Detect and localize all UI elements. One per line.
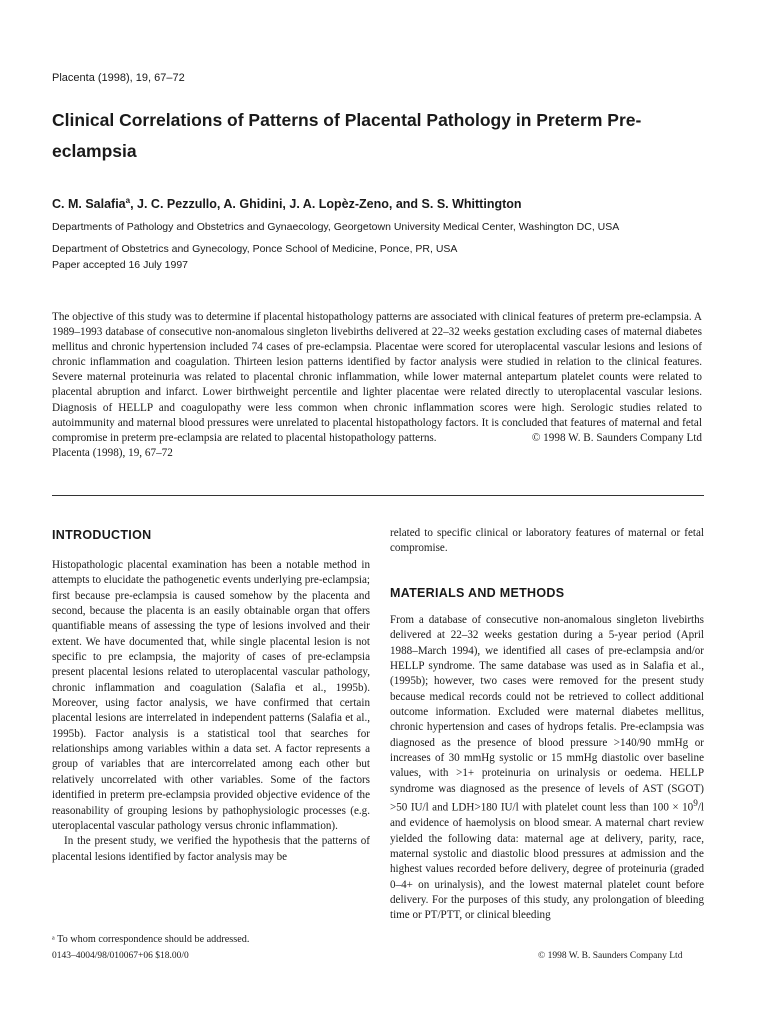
methods-paragraph-1 xyxy=(390,613,704,924)
introduction-continuation-text: related to specific clinical or laboratory features of maternal or fetal compromise. xyxy=(390,527,704,555)
first-author: C. M. Salafia xyxy=(52,197,126,212)
correspondence-footnote: ᵃ To whom correspondence should be addressed. xyxy=(52,934,250,945)
accepted-date: Paper accepted 16 July 1997 xyxy=(52,259,189,271)
abstract xyxy=(52,310,702,461)
correspondence-mark: a xyxy=(125,196,131,205)
paper-title: Clinical Correlations of Patterns of Placental Pathology in Preterm Pre-eclampsia xyxy=(52,110,642,161)
methods-text-a: From a database of consecutive non-anomalous singleton livebirths delivered at 22–32 weeks gestation during a 5-year period (April 1988–March 1994), we identified all cases of pre-eclampsia and/or HELLP syndrome. The same database was used as in Salafia et al., (1995b); however, two cases were removed for the present study because medical records could not be retrieved to collect additional outcome information. Excluded were maternal diabetes mellitus, chronic hypertension and cases of hydrops fetalis. Pre-eclampsia was diagnosed as the presence of blood pressure >140/90 mmHg or increases of 30 mmHg systolic or 15 mmHg diastolic over baseline values, with >1+ proteinuria on urinalysis or oedema. HELLP syndrome was diagnosed as the presence of levels of AST (SGOT) >50 IU/l and LDH>180 IU/l with platelet count less than 100 × 10 xyxy=(390,614,704,814)
introduction-continuation xyxy=(390,526,704,557)
abstract-text: The objective of this study was to determine if placental histopathology patterns are associated with clinical features of preterm pre-eclampsia. A 1989–1993 database of consecutive non-anomalous singleton livebirths delivered at 22–32 weeks gestation excluding cases of maternal diabetes mellitus and chronic hypertension included 74 cases of pre-eclampsia. Placentae were scored for uteroplacental vascular lesions and lesions of chronic inflammation and coagulation. Thirteen lesion patterns identified by factor analysis were studied in relation to the clinical features. Severe maternal proteinuria was related to placental chronic inflammation, while lower maternal antepartum platelet counts were related to placental abruption and infarct. Lower birthweight percentile and lighter placentae were related directly to uteroplacental vascular lesions. Diagnosis of HELLP and coagulopathy were less common when chronic inflammation scores were high. Serologic studies related to autoimmunity and maternal blood pressures were unrelated to placental histopathology factors. It is concluded that features of maternal and fetal compromise in preterm pre-eclampsia are related to placental histopathology patterns. xyxy=(52,311,702,444)
introduction-heading: INTRODUCTION xyxy=(52,528,152,542)
abstract-citation: Placenta (1998), 19, 67–72 xyxy=(52,446,173,459)
methods-column xyxy=(390,613,704,924)
affiliation-ponce: Department of Obstetrics and Gynecology, Ponce School of Medicine, Ponce, PR, USA xyxy=(52,243,458,255)
introduction-column xyxy=(52,558,370,865)
introduction-paragraph-1: Histopathologic placental examination has been a notable method in attempts to elucidate the pathogenetic events underlying pre-eclampsia; first because pre-eclampsia is caused somehow by the placenta and second, because the placenta is an easily obtainable organ that offers quantifiable means of assessing the type of lesions involved and their extent. We have documented that, while single placental lesion is not specific to pre eclampsia, the majority of cases of pre-eclampsia present placental lesions related to uteroplacental vascular pathology, chronic inflammation and coagulation (Salafia et al., 1995b). Moreover, using factor analysis, we have confirmed that certain placental lesions are interrelated in independent patterns (Salafia et al., 1995b). Factor analysis is a statistical tool that searches for relationships among variables within a data set. A factor represents a group of variables that are intercorrelated among each other but relatively uncorrelated with other variables. Some of the factors identified in preterm pre-eclampsia provided objective evidence of the reasonability of grouping lesions by pathophysiologic processes (e.g. uteroplacental vascular pathology versus chronic inflammation). xyxy=(52,559,370,832)
introduction-paragraph-2: In the present study, we verified the hypothesis that the patterns of placental lesions identified by factor analysis may be xyxy=(52,835,370,863)
methods-text-b: /l and evidence of haemolysis on blood smear. A maternal chart review yielded the following data: maternal age at delivery, parity, race, maternal systolic and diastolic blood pressures at admission and the highest values recorded before delivery, degree of proteinuria (graded 0–4+ on urinalysis), and the lowest maternal platelet count before delivery. For the purposes of this study, any prolongation of bleeding time or PT/PTT, or clinical bleeding xyxy=(390,801,704,922)
exponent: 9 xyxy=(693,799,698,810)
methods-heading: MATERIALS AND METHODS xyxy=(390,586,565,600)
footer-copyright: © 1998 W. B. Saunders Company Ltd xyxy=(538,951,683,961)
affiliations xyxy=(52,219,742,273)
other-authors: , J. C. Pezzullo, A. Ghidini, J. A. Lopèz-Zeno, and S. S. Whittington xyxy=(130,197,522,212)
issn-line: 0143–4004/98/010067+06 $18.00/0 xyxy=(52,951,189,961)
author-list xyxy=(52,196,522,211)
affiliation-georgetown: Departments of Pathology and Obstetrics and Gynaecology, Georgetown University Medical Center, Washington DC, USA xyxy=(52,221,620,233)
journal-reference: Placenta (1998), 19, 67–72 xyxy=(52,72,185,84)
abstract-copyright: © 1998 W. B. Saunders Company Ltd xyxy=(531,431,702,444)
abstract-divider xyxy=(52,495,704,496)
